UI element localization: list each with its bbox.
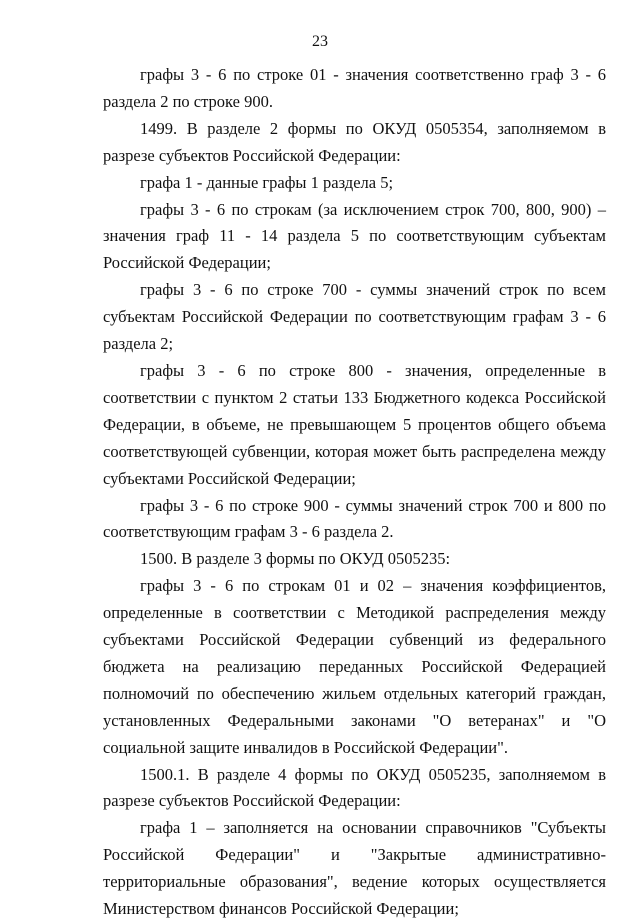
paragraph: 1499. В разделе 2 формы по ОКУД 0505354, заполняемом в разрезе субъектов Российской Федерации: (103, 118, 606, 165)
paragraph: графы 3 - 6 по строке 700 - суммы значений строк по всем субъектам Российской Федерации по соответствующим графам 3 - 6 раздела 2; (103, 280, 606, 354)
paragraph: графа 1 - данные графы 1 раздела 5; (140, 172, 394, 192)
paragraph: графы 3 - 6 по строкам 01 и 02 – значения коэффициентов, определенные в соответствии с Методикой распределения между субъектами Российской Федерации субвенций из федерального бюджета на реализацию переданных Российской Федерацией полномочий по обеспечению жильем отдельных категорий граждан, установленных Федеральными законами "О ветеранах" и "О социальной защите инвалидов в Российской Федерации". (103, 576, 606, 757)
paragraph: графа 1 – заполняется на основании справочников "Субъекты Российской Федерации" и "Закрытые административно-территориальные образования", ведение которых осуществляется Министерством финансов Российской Федерации; (103, 818, 606, 919)
document-body (103, 62, 606, 923)
paragraph: графы 3 - 6 по строке 800 - значения, определенные в соответствии с пунктом 2 статьи 133 Бюджетного кодекса Российской Федерации, в объеме, не превышающем 5 процентов общего объема соответствующей субвенции, которая может быть распределена между субъектами Российской Федерации; (103, 360, 606, 488)
page-number: 23 (312, 33, 328, 50)
paragraph: графы 3 - 6 по строкам (за исключением строк 700, 800, 900) – значения граф 11 - 14 раздела 5 по соответствующим субъектам Российской Федерации; (103, 199, 606, 273)
paragraph: 1500. В разделе 3 формы по ОКУД 0505235: (140, 549, 451, 569)
paragraph: графы 3 - 6 по строке 01 - значения соответственно граф 3 - 6 раздела 2 по строке 900. (103, 65, 606, 111)
paragraph: графы 3 - 6 по строке 900 - суммы значений строк 700 и 800 по соответствующим графам 3 - 6 раздела 2. (103, 495, 606, 542)
paragraph: 1500.1. В разделе 4 формы по ОКУД 0505235, заполняемом в разрезе субъектов Российской Федерации: (103, 764, 606, 811)
